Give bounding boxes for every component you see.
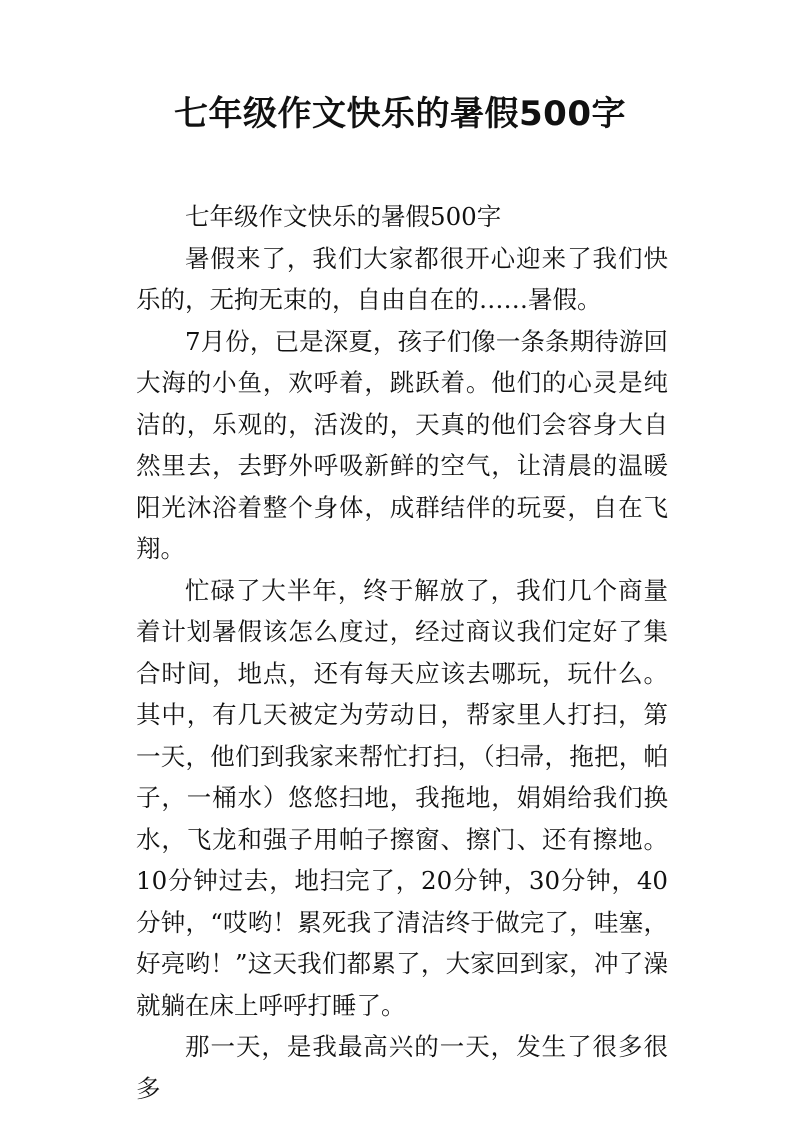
paragraph: 7月份，已是深夏，孩子们像一条条期待游回大海的小鱼，欢呼着，跳跃着。他们的心灵是纯洁的，乐观的，活泼的，天真的他们会容身大自然里去，去野外呼吸新鲜的空气，让清晨的温暖阳光沐浴着整个身体，成群结伴的玩耍，自在飞翔。 bbox=[136, 326, 668, 563]
paragraph: 暑假来了，我们大家都很开心迎来了我们快乐的，无拘无束的，自由自在的……暑假。 bbox=[136, 243, 668, 314]
document-body bbox=[136, 196, 668, 1109]
paragraph: 忙碌了大半年，终于解放了，我们几个商量着计划暑假该怎么度过，经过商议我们定好了集合时间，地点，还有每天应该去哪玩，玩什么。其中，有几天被定为劳动日，帮家里人打扫，第一天，他们到我家来帮忙打扫，（扫帚，拖把，帕子，一桶水）悠悠扫地，我拖地，娟娟给我们换水，飞龙和强子用帕子擦窗、擦门、还有擦地。10分钟过去，地扫完了，20分钟，30分钟，40分钟，“哎哟！累死我了清洁终于做完了，哇塞，好亮哟！”这天我们都累了，大家回到家，冲了澡就躺在床上呼呼打睡了。 bbox=[136, 575, 668, 1020]
paragraph: 那一天，是我最高兴的一天，发生了很多很多 bbox=[136, 1032, 668, 1103]
document-title: 七年级作文快乐的暑假500字 bbox=[174, 94, 626, 134]
paragraph-heading: 七年级作文快乐的暑假500字 bbox=[185, 202, 502, 231]
